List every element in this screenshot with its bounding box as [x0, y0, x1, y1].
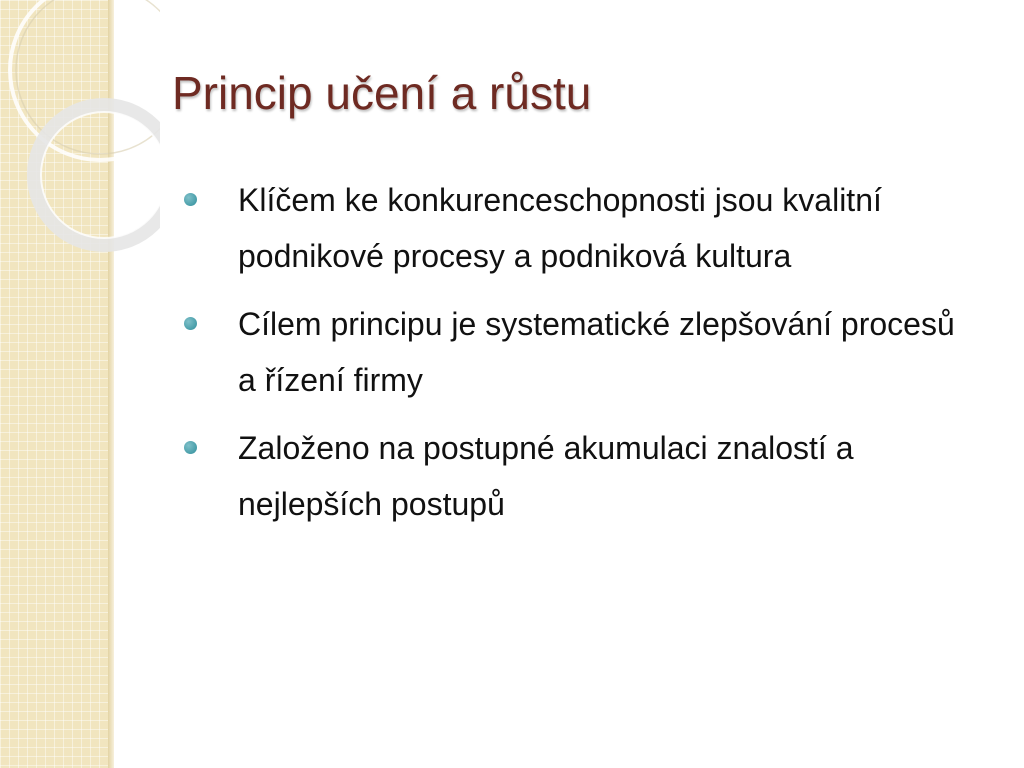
- slide-title: Princip učení a růstu: [172, 67, 592, 119]
- bullet-dot-icon: [184, 317, 197, 330]
- bullet-item: [180, 296, 980, 408]
- bullet-item: [180, 420, 980, 532]
- bullet-text: Klíčem ke konkurenceschopnosti jsou kvalitní podnikové procesy a podniková kultura: [238, 182, 882, 274]
- bullet-dot-icon: [184, 441, 197, 454]
- bullet-list: [180, 172, 980, 544]
- bullet-text: Založeno na postupné akumulaci znalostí a nejlepších postupů: [238, 430, 854, 522]
- bullet-text: Cílem principu je systematické zlepšování procesů a řízení firmy: [238, 306, 955, 398]
- bullet-item: [180, 172, 980, 284]
- decorative-rings-icon: [0, 0, 160, 260]
- bullet-dot-icon: [184, 193, 197, 206]
